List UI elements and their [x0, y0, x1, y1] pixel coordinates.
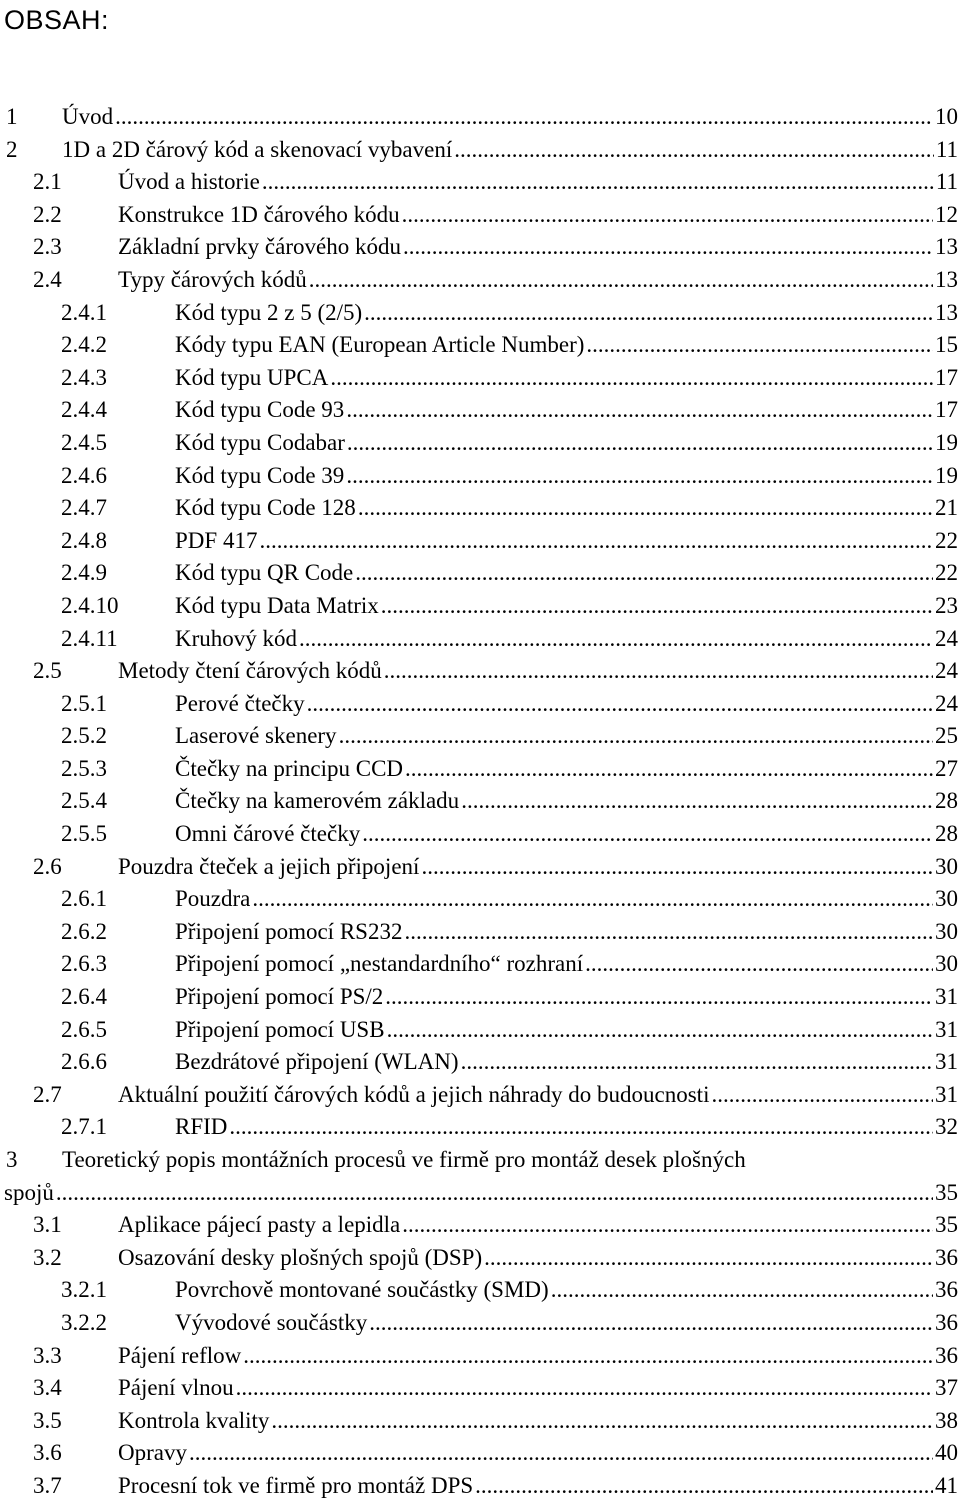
toc-entry[interactable] — [0, 329, 960, 362]
toc-dot-leader — [384, 655, 933, 688]
toc-entry-line — [175, 981, 958, 1014]
toc-entry-title: Kód typu Code 128 — [175, 495, 356, 521]
toc-entry[interactable] — [0, 427, 960, 460]
toc-dot-leader — [402, 199, 933, 232]
toc-dot-leader — [309, 264, 933, 297]
toc-entry-page-number: 19 — [935, 462, 958, 488]
toc-entry-number: 2.2 — [33, 201, 62, 227]
toc-dot-leader — [307, 688, 933, 721]
toc-dot-leader — [585, 948, 933, 981]
toc-dot-leader — [461, 1046, 933, 1079]
toc-entry-line — [175, 753, 958, 786]
toc-entry[interactable] — [0, 1014, 960, 1047]
toc-entry-title: Kódy typu EAN (European Article Number) — [175, 332, 585, 358]
toc-dot-leader — [461, 785, 933, 818]
toc-entry-page-number: 17 — [935, 397, 958, 423]
toc-entry[interactable] — [0, 851, 960, 884]
toc-entry-line — [118, 1340, 958, 1373]
toc-entry-page-number: 36 — [935, 1277, 958, 1303]
toc-entry-page-number: 30 — [935, 951, 958, 977]
toc-entry-number: 2.5.5 — [61, 821, 107, 847]
toc-entry[interactable] — [0, 1079, 960, 1112]
toc-entry-page-number: 11 — [935, 169, 958, 195]
toc-entry[interactable] — [0, 1046, 960, 1079]
toc-entry[interactable] — [0, 753, 960, 786]
toc-entry-line — [175, 394, 958, 427]
toc-entry[interactable] — [0, 1372, 960, 1405]
toc-entry-line — [62, 134, 958, 167]
toc-dot-leader — [262, 166, 934, 199]
toc-entry-line — [62, 1144, 958, 1177]
toc-entry-title: Aplikace pájecí pasty a lepidla — [118, 1212, 401, 1238]
toc-entry[interactable] — [0, 460, 960, 493]
toc-entry-title: Pouzdra čteček a jejich připojení — [118, 853, 420, 879]
toc-entry-title: Kruhový kód — [175, 625, 298, 651]
toc-entry[interactable] — [0, 1470, 960, 1503]
toc-entry[interactable] — [0, 199, 960, 232]
toc-entry[interactable] — [0, 981, 960, 1014]
toc-entry-line — [118, 1405, 958, 1438]
toc-entry-line — [175, 688, 958, 721]
toc-dot-leader — [484, 1242, 933, 1275]
toc-entry-line — [118, 655, 958, 688]
toc-entry-title: Aktuální použití čárových kódů a jejich náhrady do budoucnosti — [118, 1081, 710, 1107]
toc-entry[interactable] — [0, 590, 960, 623]
toc-entry-title: 1D a 2D čárový kód a skenovací vybavení — [62, 136, 453, 162]
toc-entry-line — [175, 1014, 958, 1047]
toc-entry[interactable] — [0, 655, 960, 688]
toc-entry-title: Opravy — [118, 1440, 187, 1466]
toc-entry-title: RFID — [175, 1114, 228, 1140]
toc-entry-number: 3.7 — [33, 1472, 62, 1498]
toc-dot-leader — [330, 362, 933, 395]
toc-entry-line — [175, 948, 958, 981]
toc-entry-page-number: 13 — [935, 299, 958, 325]
toc-entry-page-number: 36 — [935, 1244, 958, 1270]
toc-dot-leader — [339, 720, 933, 753]
toc-entry-number: 2.4 — [33, 266, 62, 292]
toc-entry-page-number: 22 — [935, 527, 958, 553]
toc-entry[interactable] — [0, 525, 960, 558]
toc-dot-leader — [586, 329, 933, 362]
toc-entry[interactable] — [0, 492, 960, 525]
toc-entry-line — [175, 818, 958, 851]
toc-entry-line — [175, 1111, 958, 1144]
toc-entry-number: 2.6.6 — [61, 1049, 107, 1075]
toc-entry-page-number: 28 — [935, 821, 958, 847]
toc-entry-line — [175, 720, 958, 753]
toc-entry-number: 2.5.3 — [61, 755, 107, 781]
toc-entry[interactable] — [0, 1209, 960, 1242]
toc-entry-line — [175, 1046, 958, 1079]
toc-dot-leader — [346, 394, 933, 427]
toc-entry-title: Kód typu UPCA — [175, 364, 329, 390]
toc-dot-leader — [475, 1470, 933, 1503]
toc-dot-leader — [387, 1014, 933, 1047]
toc-dot-leader — [454, 134, 934, 167]
toc-entry-line — [175, 427, 958, 460]
toc-entry-page-number: 28 — [935, 788, 958, 814]
toc-entry-title: Připojení pomocí RS232 — [175, 918, 403, 944]
toc-entry-page-number: 32 — [935, 1114, 958, 1140]
toc-entry-number: 2.6.1 — [61, 886, 107, 912]
toc-entry-number: 1 — [6, 104, 18, 129]
toc-entry-number: 2.4.9 — [61, 560, 107, 586]
toc-entry-number: 2.4.10 — [61, 592, 119, 618]
toc-entry-number: 2.7 — [33, 1081, 62, 1107]
toc-entry-number: 2.4.2 — [61, 332, 107, 358]
toc-entry-line — [175, 492, 958, 525]
toc-entry[interactable] — [0, 362, 960, 395]
toc-entry[interactable] — [0, 785, 960, 818]
toc-entry-title: Připojení pomocí USB — [175, 1016, 385, 1042]
toc-entry-line — [175, 785, 958, 818]
toc-dot-leader — [405, 753, 933, 786]
toc-entry-page-number: 30 — [935, 918, 958, 944]
toc-entry-page-number: 19 — [935, 429, 958, 455]
toc-entry-page-number: 30 — [935, 853, 958, 879]
toc-entry-line — [175, 297, 958, 330]
toc-dot-leader — [421, 851, 933, 884]
toc-entry-number: 2.4.3 — [61, 364, 107, 390]
toc-entry-number: 2.5 — [33, 658, 62, 684]
toc-entry-line — [175, 883, 958, 916]
toc-entry-title-continuation: spojů — [4, 1179, 54, 1205]
toc-entry-page-number: 12 — [935, 201, 958, 227]
toc-dot-leader — [229, 1111, 933, 1144]
toc-dot-leader — [711, 1079, 933, 1112]
toc-entry-page-number: 15 — [935, 332, 958, 358]
toc-entry-page-number: 21 — [935, 495, 958, 521]
toc-dot-leader — [402, 1209, 933, 1242]
toc-entry-page-number: 31 — [935, 1081, 958, 1107]
toc-dot-leader — [358, 492, 933, 525]
toc-entry-number: 3.4 — [33, 1375, 62, 1401]
toc-entry[interactable] — [0, 231, 960, 264]
toc-dot-leader — [385, 981, 933, 1014]
toc-entry-number: 3.2.1 — [61, 1277, 107, 1303]
toc-entry-page-number: 13 — [935, 266, 958, 292]
toc-dot-leader — [364, 297, 933, 330]
toc-entry-page-number: 35 — [935, 1212, 958, 1238]
toc-entry[interactable] — [0, 688, 960, 721]
toc-dot-leader — [381, 590, 933, 623]
toc-entry-title: Povrchově montované součástky (SMD) — [175, 1277, 549, 1303]
toc-entry-title: Kód typu Code 39 — [175, 462, 345, 488]
toc-entry-page-number: 31 — [935, 1049, 958, 1075]
toc-entry-number: 3.5 — [33, 1407, 62, 1433]
toc-dot-leader — [403, 231, 933, 264]
toc-entry-line — [175, 916, 958, 949]
toc-entry[interactable] — [0, 916, 960, 949]
toc-entry-page-number: 24 — [935, 658, 958, 684]
toc-entry-line — [175, 460, 958, 493]
toc-entry-line — [118, 1372, 958, 1405]
toc-entry[interactable] — [0, 264, 960, 297]
toc-entry[interactable] — [0, 1242, 960, 1275]
toc-entry-title: Omni čárové čtečky — [175, 821, 361, 847]
toc-entry-line — [175, 525, 958, 558]
toc-entry-title: Kód typu QR Code — [175, 560, 354, 586]
toc-entry[interactable] — [0, 101, 960, 134]
toc-entry-number: 2.4.4 — [61, 397, 107, 423]
toc-entry-page-number: 40 — [935, 1440, 958, 1466]
toc-dot-leader — [243, 1340, 933, 1373]
toc-dot-leader — [259, 525, 933, 558]
toc-entry-page-number: 27 — [935, 755, 958, 781]
toc-entry-title: Teoretický popis montážních procesů ve firmě pro montáž desek plošných — [62, 1147, 746, 1172]
toc-entry-line — [118, 1242, 958, 1275]
toc-entry-number: 2.3 — [33, 234, 62, 260]
toc-entry-continuation[interactable] — [0, 1177, 960, 1210]
toc-entry-page-number: 30 — [935, 886, 958, 912]
toc-entry-title: Pájení reflow — [118, 1342, 242, 1368]
toc-entry[interactable] — [0, 720, 960, 753]
toc-entry-title: Kód typu Code 93 — [175, 397, 345, 423]
toc-entry-title: Konstrukce 1D čárového kódu — [118, 201, 400, 227]
toc-entry-page-number: 31 — [935, 984, 958, 1010]
toc-entry[interactable] — [0, 883, 960, 916]
toc-dot-leader — [189, 1437, 933, 1470]
toc-entry-number: 2.6.3 — [61, 951, 107, 977]
toc-entry-line — [118, 199, 958, 232]
toc-entry[interactable] — [0, 297, 960, 330]
toc-entry-page-number: 36 — [935, 1309, 958, 1335]
toc-entry-title: Čtečky na kamerovém základu — [175, 788, 460, 814]
toc-dot-leader — [252, 883, 933, 916]
toc-dot-leader — [347, 427, 933, 460]
toc-entry-title: Vývodové součástky — [175, 1309, 368, 1335]
toc-entry-page-number: 38 — [935, 1407, 958, 1433]
toc-entry-number: 2.5.4 — [61, 788, 107, 814]
toc-entry-title: Úvod — [62, 104, 114, 129]
toc-entry-title: Kontrola kvality — [118, 1407, 270, 1433]
toc-entry-number: 2.1 — [33, 169, 62, 195]
toc-entry-page-number: 10 — [935, 104, 958, 129]
toc-entry-line — [118, 1079, 958, 1112]
toc-entry-page-number: 24 — [935, 690, 958, 716]
toc-entry[interactable] — [0, 1405, 960, 1438]
toc-entry-line — [175, 590, 958, 623]
toc-entry[interactable] — [0, 623, 960, 656]
toc-entry-number: 3.1 — [33, 1212, 62, 1238]
toc-entry-line — [118, 1437, 958, 1470]
toc-entry-page-number: 24 — [935, 625, 958, 651]
toc-entry-number: 2.4.1 — [61, 299, 107, 325]
toc-entry-line — [175, 1274, 958, 1307]
toc-entry-page-number: 23 — [935, 592, 958, 618]
toc-entry-title: Procesní tok ve firmě pro montáž DPS — [118, 1472, 474, 1498]
toc-entry-line — [175, 623, 958, 656]
toc-dot-leader — [56, 1177, 933, 1210]
toc-dot-leader — [271, 1405, 933, 1438]
toc-dot-leader — [355, 557, 933, 590]
toc-entry-page-number: 37 — [935, 1375, 958, 1401]
toc-entry-title: Pájení vlnou — [118, 1375, 234, 1401]
toc-entry-number: 2.5.1 — [61, 690, 107, 716]
toc-entry-line — [62, 101, 958, 134]
toc-entry[interactable] — [0, 1144, 960, 1177]
table-of-contents — [0, 101, 960, 1503]
toc-entry[interactable] — [0, 818, 960, 851]
toc-entry-line — [175, 362, 958, 395]
toc-entry-title: Kód typu 2 z 5 (2/5) — [175, 299, 363, 325]
toc-entry[interactable] — [0, 948, 960, 981]
toc-entry[interactable] — [0, 1307, 960, 1340]
toc-entry-title: Kód typu Data Matrix — [175, 592, 379, 618]
toc-entry-number: 2.5.2 — [61, 723, 107, 749]
toc-entry-number: 3.3 — [33, 1342, 62, 1368]
toc-entry-line — [175, 557, 958, 590]
toc-entry[interactable] — [0, 1437, 960, 1470]
toc-entry-page-number: 13 — [935, 234, 958, 260]
toc-entry-title: Kód typu Codabar — [175, 429, 345, 455]
toc-entry-title: Úvod a historie — [118, 169, 260, 195]
toc-entry-title: Metody čtení čárových kódů — [118, 658, 382, 684]
toc-entry-page-number: 11 — [935, 136, 958, 162]
toc-entry[interactable] — [0, 557, 960, 590]
toc-entry-title: Perové čtečky — [175, 690, 305, 716]
toc-entry-number: 3.2.2 — [61, 1309, 107, 1335]
toc-entry-title: Připojení pomocí „nestandardního“ rozhraní — [175, 951, 584, 977]
toc-entry-number: 2.4.6 — [61, 462, 107, 488]
page-heading: OBSAH: — [4, 5, 110, 35]
toc-entry-number: 3.2 — [33, 1244, 62, 1270]
toc-entry[interactable] — [0, 394, 960, 427]
toc-entry-page-number: 31 — [935, 1016, 958, 1042]
toc-dot-leader — [299, 623, 933, 656]
toc-entry-number: 2 — [6, 136, 18, 162]
toc-dot-leader — [551, 1274, 933, 1307]
toc-entry-title: Bezdrátové připojení (WLAN) — [175, 1049, 459, 1075]
toc-entry-number: 2.6.4 — [61, 984, 107, 1010]
toc-entry-page-number: 41 — [935, 1472, 958, 1498]
toc-entry[interactable] — [0, 166, 960, 199]
toc-entry-number: 2.7.1 — [61, 1114, 107, 1140]
toc-entry[interactable] — [0, 1274, 960, 1307]
toc-entry[interactable] — [0, 1340, 960, 1373]
toc-entry[interactable] — [0, 1111, 960, 1144]
toc-entry-line — [4, 1177, 958, 1210]
toc-entry-number: 2.4.8 — [61, 527, 107, 553]
toc-entry-number: 2.6 — [33, 853, 62, 879]
toc-entry-page-number: 35 — [935, 1179, 958, 1205]
toc-entry-page-number: 22 — [935, 560, 958, 586]
toc-entry-title: PDF 417 — [175, 527, 258, 553]
toc-entry-number: 2.6.5 — [61, 1016, 107, 1042]
toc-entry-title: Základní prvky čárového kódu — [118, 234, 401, 260]
toc-entry-title: Připojení pomocí PS/2 — [175, 984, 384, 1010]
toc-entry-title: Typy čárových kódů — [118, 266, 307, 292]
toc-entry-number: 3.6 — [33, 1440, 62, 1466]
toc-dot-leader — [369, 1307, 933, 1340]
toc-dot-leader — [115, 101, 933, 134]
toc-entry[interactable] — [0, 134, 960, 167]
toc-entry-title: Pouzdra — [175, 886, 251, 912]
toc-entry-number: 3 — [6, 1147, 18, 1172]
toc-entry-line — [175, 329, 958, 362]
toc-entry-page-number: 25 — [935, 723, 958, 749]
toc-dot-leader — [362, 818, 933, 851]
toc-entry-number: 2.4.7 — [61, 495, 107, 521]
toc-entry-title: Čtečky na principu CCD — [175, 755, 404, 781]
toc-entry-page-number: 17 — [935, 364, 958, 390]
toc-entry-line — [118, 1209, 958, 1242]
toc-entry-line — [175, 1307, 958, 1340]
toc-entry-number: 2.4.11 — [61, 625, 118, 651]
toc-entry-line — [118, 166, 958, 199]
toc-entry-title: Osazování desky plošných spojů (DSP) — [118, 1244, 483, 1270]
toc-entry-line — [118, 231, 958, 264]
toc-dot-leader — [236, 1372, 933, 1405]
toc-dot-leader — [404, 916, 933, 949]
toc-entry-line — [118, 264, 958, 297]
toc-entry-line — [118, 851, 958, 884]
toc-entry-title: Laserové skenery — [175, 723, 337, 749]
toc-entry-number: 2.4.5 — [61, 429, 107, 455]
toc-dot-leader — [346, 460, 933, 493]
toc-entry-number: 2.6.2 — [61, 918, 107, 944]
toc-entry-line — [118, 1470, 958, 1503]
toc-entry-page-number: 36 — [935, 1342, 958, 1368]
